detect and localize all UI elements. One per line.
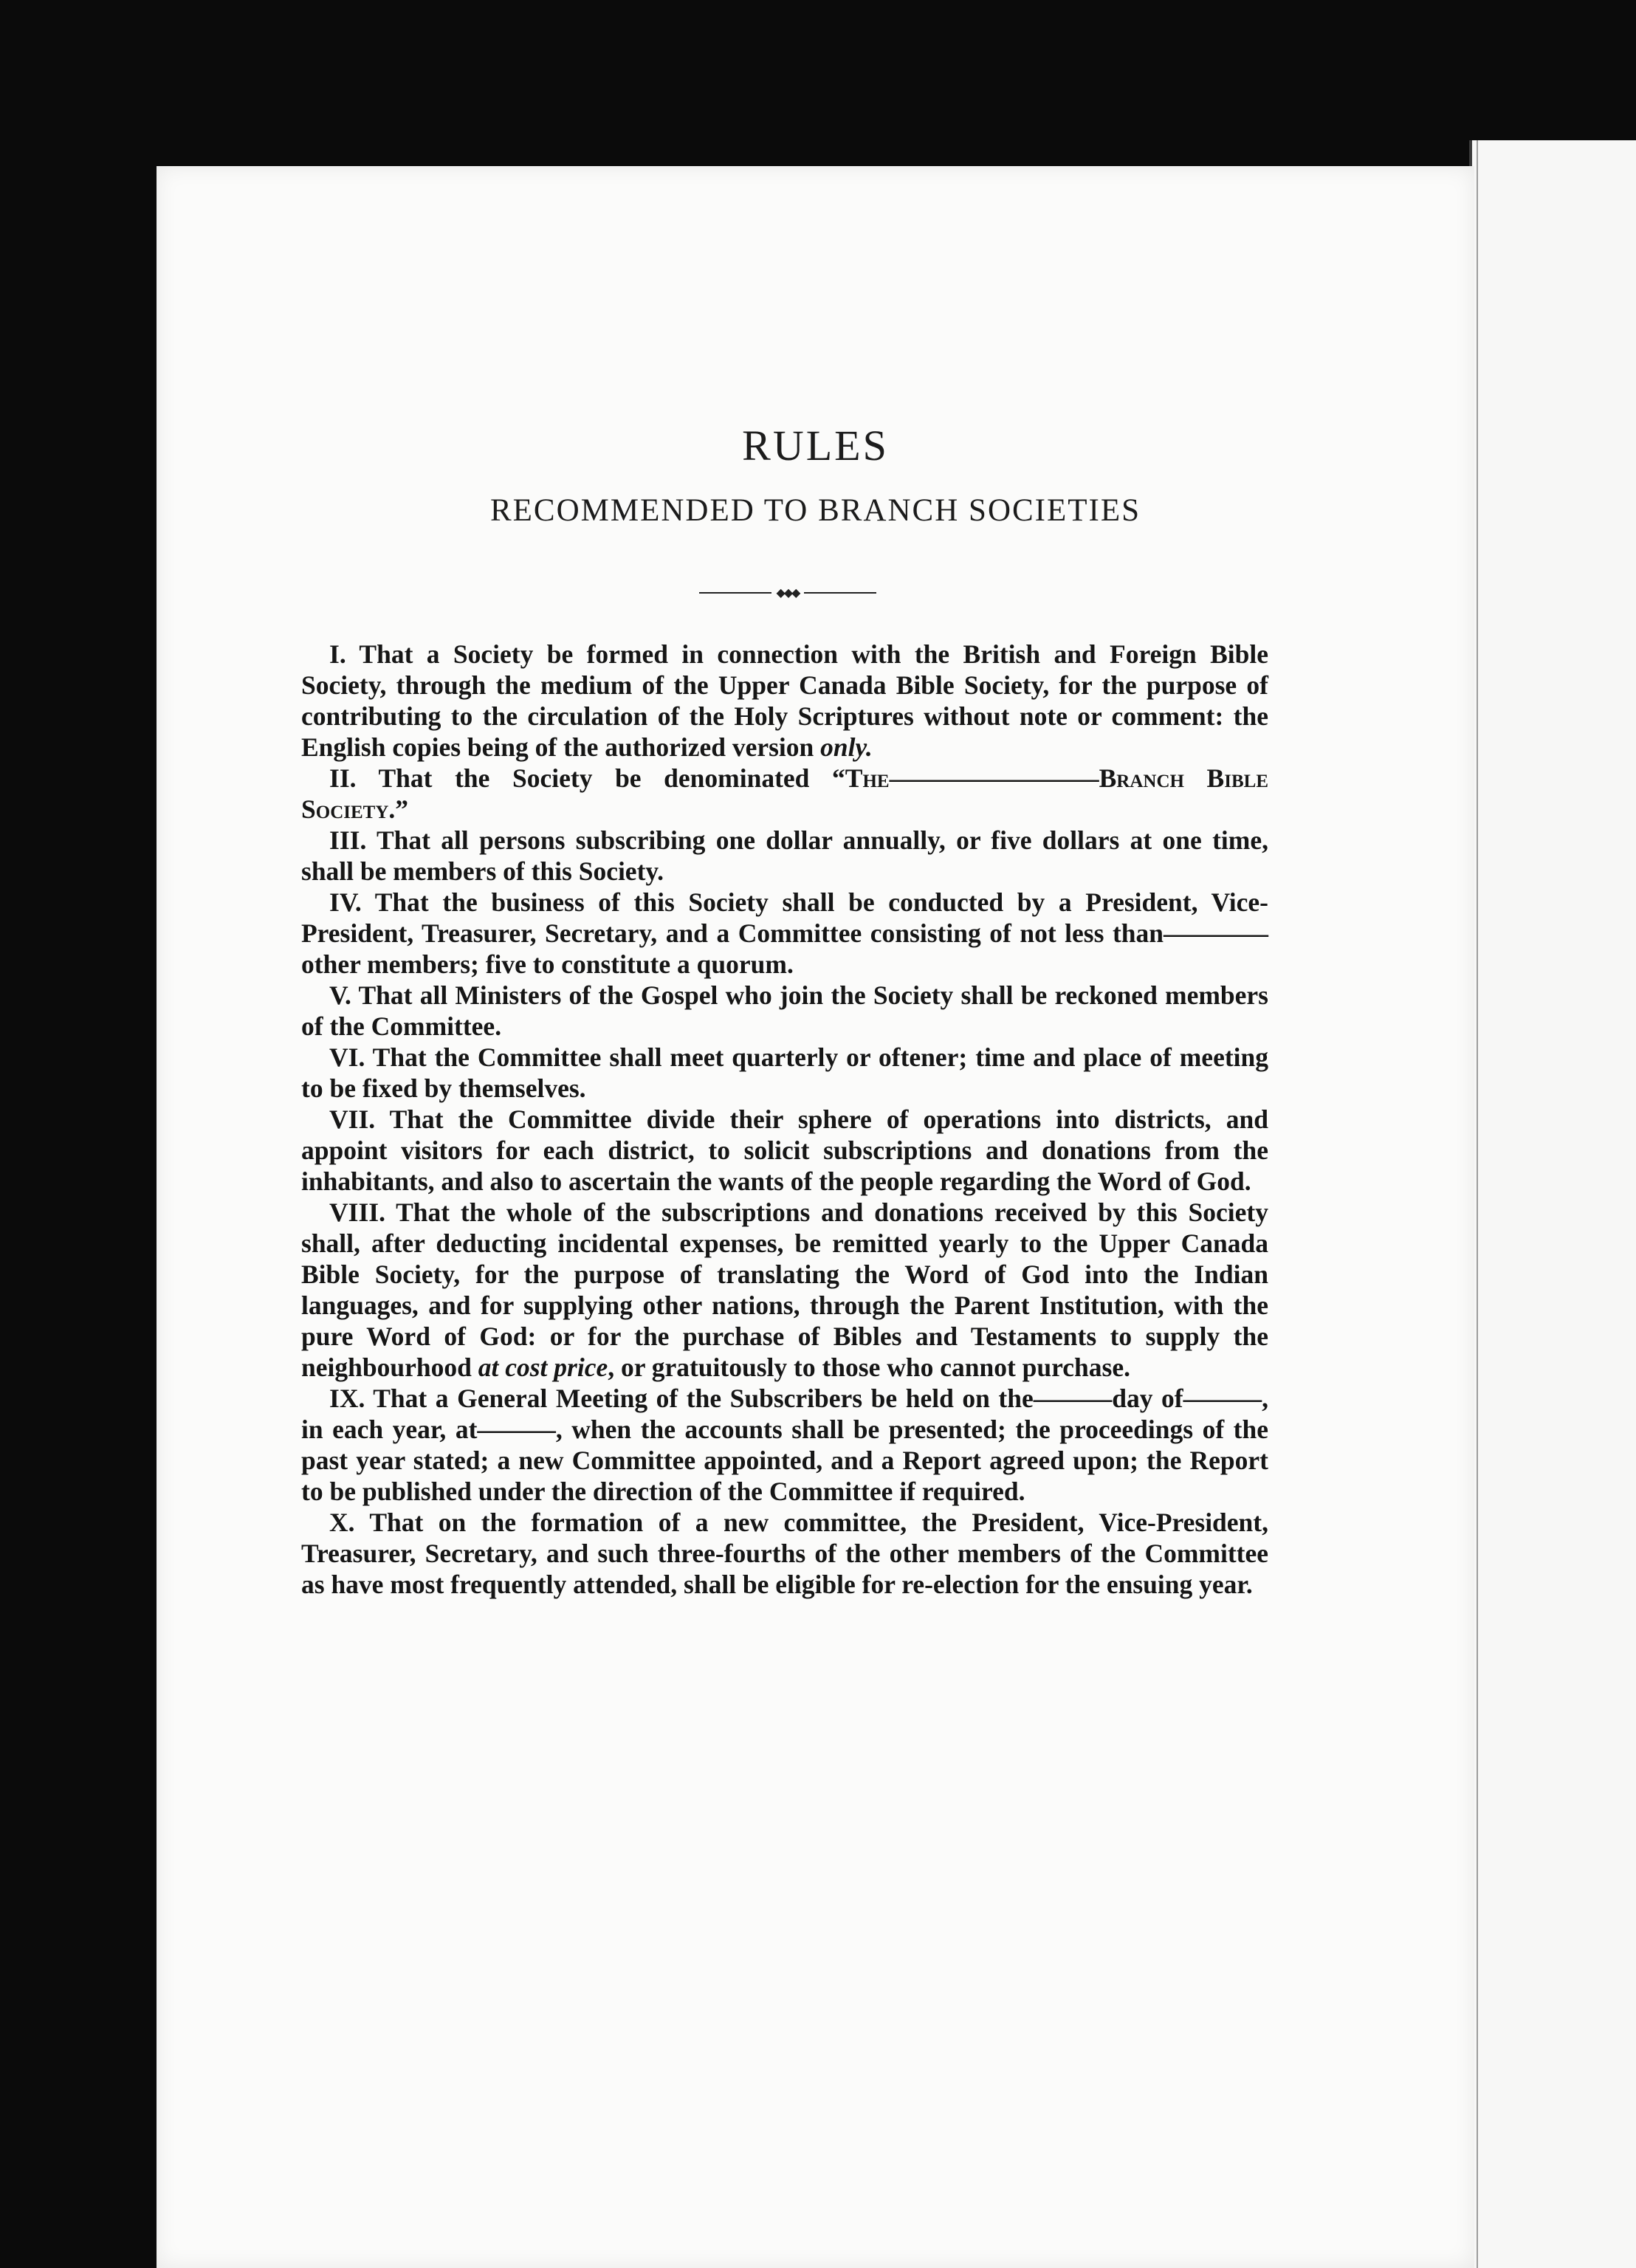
- rule-text-segment: III. That all persons subscribing one dollar annually, or five dollars at one time, shall be members of this Society.: [301, 825, 1268, 886]
- rule-text-segment: II. That the Society be denominated “: [329, 763, 845, 793]
- rule-text-segment: X. That on the formation of a new committee, the President, Vice-President, Treasurer, Secretary, and such three-fourths of the other members of the Committee as have most frequently attended, shall be eligible for re-election for the ensuing year.: [301, 1508, 1268, 1599]
- rule-text-segment: V. That all Ministers of the Gospel who join the Society shall be reckoned members of the Committee.: [301, 980, 1268, 1041]
- ornament-line-left: [699, 592, 771, 594]
- page-subtitle: RECOMMENDED TO BRANCH SOCIETIES: [489, 493, 1141, 528]
- rule-text-segment: IX. That a General Meeting of the Subscribers be held on the———day of———, in each year, at———, when the accounts shall be presented; the proceedings of the past year stated; a new Committee appointed, and a Report agreed upon; the Report to be published under the direction of the Committee if required.: [301, 1384, 1268, 1506]
- rule-text-segment: ————————: [889, 763, 1099, 793]
- rule-text-segment: VII. That the Committee divide their sphere of operations into districts, and appoint visitors for each district, to solicit subscriptions and donations from the inhabitants, and also to ascertain the wants of the people regarding the Word of God.: [301, 1104, 1268, 1196]
- rule-text-segment: IV. That the business of this Society shall be conducted by a President, Vice-President, Treasurer, Secretary, and a Committee consisting of not less than————other members; five to constitute a quorum.: [301, 887, 1268, 979]
- rule-ix: [301, 1383, 1268, 1507]
- rule-text-segment: , or gratuitously to those who cannot purchase.: [608, 1353, 1130, 1382]
- rule-text-segment: The: [845, 763, 890, 793]
- ornament-line-right: [804, 592, 876, 594]
- rule-text-segment: I. That a Society be formed in connection with the British and Foreign Bible Society, through the medium of the Upper Canada Bible Society, for the purpose of contributing to the circulation of the Holy Scriptures without note or comment: the English copies being of the authorized version: [301, 639, 1268, 762]
- rule-vi: [301, 1042, 1268, 1104]
- rule-text-segment: at cost price: [478, 1353, 608, 1382]
- rule-text-segment: VIII. That the whole of the subscriptions and donations received by this Society shall, after deducting incidental expenses, be remitted yearly to the Upper Canada Bible Society, for the purpose of translating the Word of God into the Indian languages, and for supplying other nations, through the Parent Institution, with the pure Word of God: or for the purchase of Bibles and Testaments to supply the neighbourhood: [301, 1197, 1268, 1382]
- rule-viii: [301, 1197, 1268, 1383]
- rule-text-segment: VI. That the Committee shall meet quarterly or oftener; time and place of meeting to be fixed by themselves.: [301, 1042, 1268, 1103]
- rule-text-segment: ”: [395, 794, 409, 824]
- rules-list: [301, 639, 1268, 1600]
- ornament-diamonds-icon: ◆◆◆: [776, 585, 800, 599]
- rule-vii: [301, 1104, 1268, 1197]
- page-title: RULES: [742, 422, 889, 470]
- rule-text-segment: Branch Bible Society.: [301, 763, 1268, 824]
- rule-i: [301, 639, 1268, 763]
- rule-text-segment: only.: [820, 732, 873, 762]
- rule-ii: [301, 763, 1268, 825]
- rule-v: [301, 980, 1268, 1042]
- page-fold-shadow: [1477, 140, 1478, 2268]
- rule-x: [301, 1507, 1268, 1600]
- rule-iv: [301, 887, 1268, 980]
- ornament-divider: [699, 585, 876, 600]
- document-page: [157, 166, 1474, 2268]
- adjacent-page-edge: [1469, 140, 1636, 2268]
- rule-iii: [301, 825, 1268, 887]
